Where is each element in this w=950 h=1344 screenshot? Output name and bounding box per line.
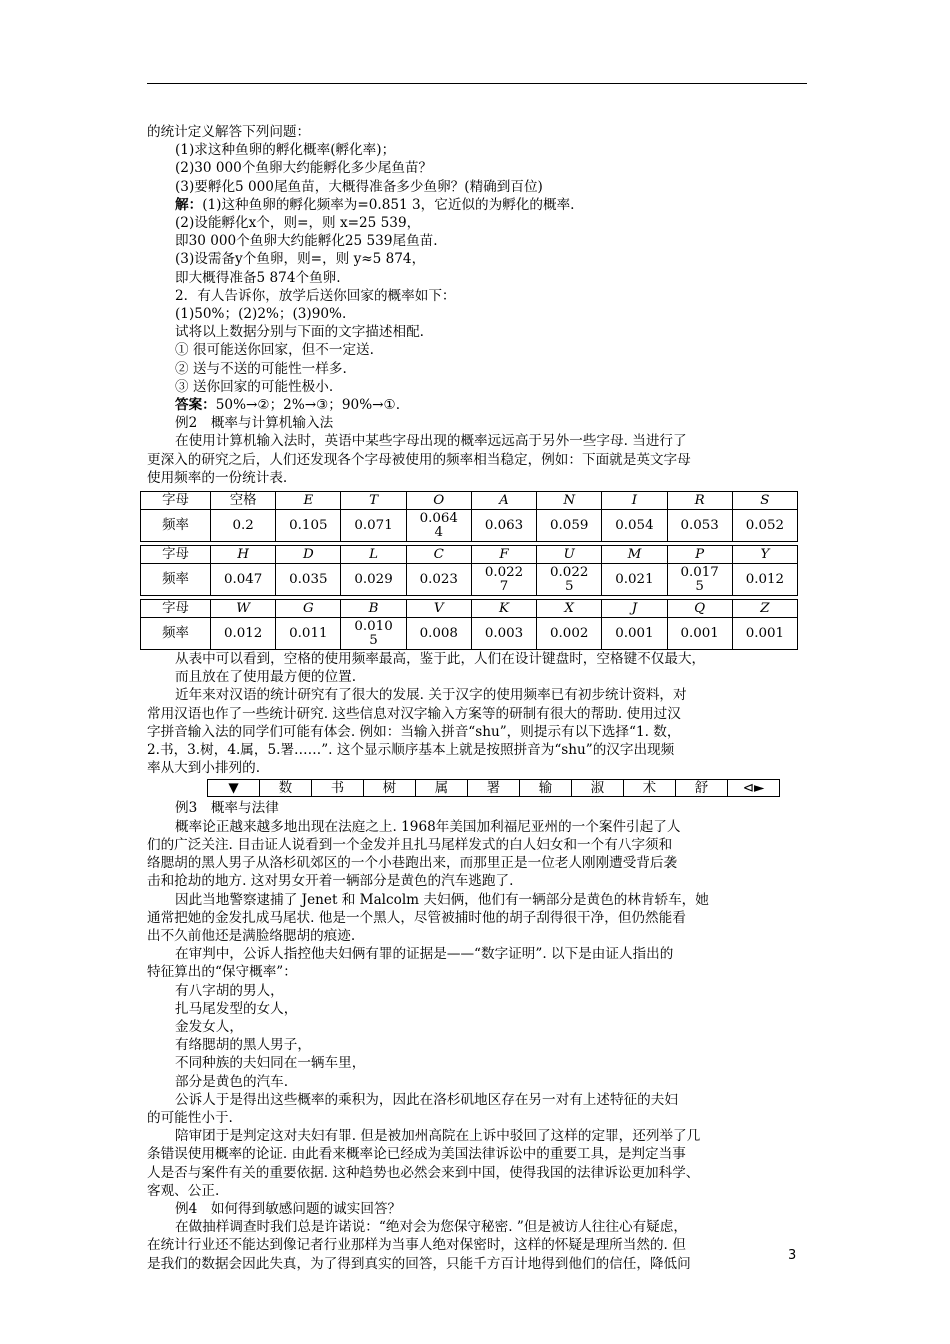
feature-item: 不同种族的夫妇同在一辆车里， [175, 1055, 366, 1072]
candidate-item[interactable]: 属 [416, 780, 468, 797]
text-line: 条错误使用概率的论证. 由此看来概率论已经成为美国法律诉讼中的重要工具，是判定当事 [147, 1146, 686, 1163]
feature-item: 扎马尾发型的女人， [175, 1000, 298, 1017]
text-line: 们的广泛关注. 目击证人说看到一个金发并且扎马尾样发式的白人妇女和一个有八字须和 [147, 836, 673, 853]
feature-item: 部分是黄色的汽车. [175, 1073, 289, 1090]
row-header: 频率 [141, 564, 211, 596]
text-line: (2)30 000个鱼卵大约能孵化多少尾鱼苗？ [175, 160, 433, 177]
letter-cell: D [276, 546, 341, 564]
text-line: 字拼音输入法的同学们可能有体会. 例如：当输入拼音“shu”，则提示有以下选择“1. 数， [147, 723, 681, 740]
solution-text: (1)这种鱼卵的孵化频率为=0.851 3，它近似的为孵化的概率. [202, 196, 575, 213]
letter-cell: I [602, 492, 667, 510]
candidate-item[interactable]: 树 [364, 780, 416, 797]
letter-row [141, 492, 798, 510]
candidate-item[interactable]: 术 [624, 780, 676, 797]
candidate-item[interactable]: 舒 [676, 780, 728, 797]
answer-line [147, 396, 807, 414]
feature-item: 金发女人， [175, 1018, 243, 1035]
letter-cell: N [537, 492, 602, 510]
text-line: ② 送与不送的可能性一样多. [175, 360, 347, 377]
letter-cell: S [732, 492, 797, 510]
frequency-cell: 0.023 [406, 564, 471, 596]
frequency-cell: 0.008 [406, 618, 471, 650]
frequency-cell: 0.010 5 [341, 618, 406, 650]
letter-cell: E [276, 492, 341, 510]
text-line: 出不久前他还是满脸络腮胡的痕迹. [147, 927, 356, 944]
letter-cell: P [667, 546, 732, 564]
candidate-item[interactable]: 书 [312, 780, 364, 797]
frequency-cell: 0.001 [602, 618, 667, 650]
frequency-cell: 0.012 [732, 564, 797, 596]
letter-cell: T [341, 492, 406, 510]
text-line: 使用频率的一份统计表. [147, 469, 288, 486]
letter-cell: A [471, 492, 536, 510]
letter-cell: O [406, 492, 471, 510]
candidate-item[interactable]: 署 [468, 780, 520, 797]
frequency-row [141, 564, 798, 596]
frequency-cell: 0.064 4 [406, 510, 471, 542]
text-line: 击和抢劫的地方. 这对男女开着一辆部分是黄色的汽车逃跑了. [147, 873, 514, 890]
letter-cell: Y [732, 546, 797, 564]
text-line: 特征算出的“保守概率”： [147, 964, 297, 981]
text-line: 率从大到小排列的. [147, 760, 261, 777]
text-line: (1)50%；(2)2%；(3)90%. [175, 306, 347, 323]
text-line: 2.书，3.树，4.属，5.署……”. 这个显示顺序基本上就是按照拼音为“shu”的汉字出现频 [147, 742, 675, 759]
answer-text: 50%→②；2%→③；90%→①. [215, 397, 401, 414]
frequency-cell: 0.017 5 [667, 564, 732, 596]
solution-label: 解： [175, 196, 203, 213]
letter-cell: Q [667, 600, 732, 618]
row-header: 字母 [141, 492, 211, 510]
letter-cell: Z [732, 600, 797, 618]
frequency-cell: 0.001 [732, 618, 797, 650]
text-line: 从表中可以看到，空格的使用频率最高，鉴于此，人们在设计键盘时，空格键不仅最大， [175, 651, 706, 668]
page-number: 3 [788, 1248, 797, 1263]
candidate-item[interactable]: 淑 [572, 780, 624, 797]
candidate-item[interactable]: 数 [260, 780, 312, 797]
text-line: 常用汉语也作了一些统计研究. 这些信息对汉字输入方案等的研制有很大的帮助. 使用过汉 [147, 705, 681, 722]
letter-cell: C [406, 546, 471, 564]
row-header: 字母 [141, 600, 211, 618]
letter-cell: F [471, 546, 536, 564]
text-line: (3)要孵化5 000尾鱼苗，大概得准备多少鱼卵？(精确到百位) [175, 178, 543, 195]
frequency-cell: 0.012 [211, 618, 276, 650]
text-line: (1)求这种鱼卵的孵化概率(孵化率)； [175, 142, 396, 159]
feature-item: 有八字胡的男人， [175, 982, 284, 999]
frequency-cell: 0.035 [276, 564, 341, 596]
text-line: 在使用计算机输入法时，英语中某些字母出现的概率远远高于另外一些字母. 当进行了 [175, 433, 687, 450]
letter-cell: M [602, 546, 667, 564]
frequency-cell: 0.2 [211, 510, 276, 542]
frequency-row [141, 510, 798, 542]
letter-cell: V [406, 600, 471, 618]
text-line: 即大概得准备5 874个鱼卵. [175, 269, 341, 286]
letter-cell: G [276, 600, 341, 618]
letter-frequency-table [140, 491, 798, 650]
text-line: 在审判中，公诉人指控他夫妇俩有罪的证据是——“数字证明”. 以下是由证人指出的 [175, 946, 674, 963]
frequency-cell: 0.053 [667, 510, 732, 542]
example-4-title: 例4 如何得到敏感问题的诚实回答？ [175, 1200, 402, 1217]
dropdown-arrow-icon[interactable]: ▼ [208, 780, 260, 797]
frequency-cell: 0.011 [276, 618, 341, 650]
row-header: 字母 [141, 546, 211, 564]
text-line: 是我们的数据会因此失真，为了得到真实的回答，只能千方百计地得到他们的信任，降低问 [147, 1255, 691, 1272]
frequency-cell: 0.105 [276, 510, 341, 542]
text-line: 即30 000个鱼卵大约能孵化25 539尾鱼苗. [175, 233, 438, 250]
letter-cell: B [341, 600, 406, 618]
example-2-title: 例2 概率与计算机输入法 [175, 415, 334, 432]
text-line: 客观、公正. [147, 1182, 220, 1199]
letter-row [141, 600, 798, 618]
header-rule [147, 83, 807, 84]
frequency-row [141, 618, 798, 650]
text-line: 因此当地警察逮捕了 Jenet 和 Malcolm 夫妇俩，他们有一辆部分是黄色的林肯轿车，她 [175, 891, 709, 908]
text-line: ① 很可能送你回家，但不一定送. [175, 342, 374, 359]
text-line: 近年来对汉语的统计研究有了很大的发展. 关于汉字的使用频率已有初步统计资料，对 [175, 687, 687, 704]
feature-item: 有络腮胡的黑人男子， [175, 1037, 311, 1054]
letter-cell: R [667, 492, 732, 510]
text-line: 陪审团于是判定这对夫妇有罪. 但是被加州高院在上诉中驳回了这样的定罪，还列举了几 [175, 1128, 701, 1145]
letter-cell: K [471, 600, 536, 618]
letter-cell: H [211, 546, 276, 564]
page-arrows-icon[interactable]: ⊲► [728, 780, 780, 797]
frequency-cell: 0.003 [471, 618, 536, 650]
text-line: 通常把她的金发扎成马尾状. 他是一个黑人，尽管被捕时他的胡子刮得很干净，但仍然能看 [147, 909, 686, 926]
frequency-cell: 0.052 [732, 510, 797, 542]
text-line: 的统计定义解答下列问题： [147, 124, 311, 140]
frequency-cell: 0.022 7 [471, 564, 536, 596]
text-line: 概率论正越来越多地出现在法庭之上. 1968年美国加利福尼亚州的一个案件引起了人 [175, 818, 681, 835]
letter-cell: U [537, 546, 602, 564]
answer-label: 答案： [175, 397, 216, 414]
solution-line [147, 196, 807, 214]
example-3-title: 例3 概率与法律 [175, 800, 279, 817]
text-line: 在做抽样调查时我们总是许诺说：“绝对会为您保守秘密. ”但是被访人往往心有疑虑， [175, 1219, 687, 1236]
frequency-cell: 0.047 [211, 564, 276, 596]
row-header: 频率 [141, 510, 211, 542]
frequency-cell: 0.001 [667, 618, 732, 650]
text-line: 在统计行业还不能达到像记者行业那样为当事人绝对保密时，这样的怀疑是理所当然的. 但 [147, 1237, 686, 1254]
text-line: 试将以上数据分别与下面的文字描述相配. [175, 324, 425, 341]
text-line: 的可能性小于. [147, 1109, 233, 1126]
document-page [147, 123, 807, 1273]
text-line: 2．有人告诉你，放学后送你回家的概率如下： [175, 287, 456, 304]
frequency-cell: 0.054 [602, 510, 667, 542]
pinyin-candidate-bar [207, 779, 780, 797]
text-line: 人是否与案件有关的重要依据. 这种趋势也必然会来到中国，使得我国的法律诉讼更加科学、 [147, 1164, 700, 1181]
text-line: 公诉人于是得出这些概率的乘积为，因此在洛杉矶地区存在另一对有上述特征的夫妇 [175, 1091, 678, 1108]
text-line: 络腮胡的黑人男子从洛杉矶郊区的一个小巷跑出来，而那里正是一位老人刚刚遭受背后袭 [147, 855, 678, 872]
text-line: ③ 送你回家的可能性极小. [175, 378, 334, 395]
row-header: 频率 [141, 618, 211, 650]
frequency-cell: 0.022 5 [537, 564, 602, 596]
candidate-item[interactable]: 输 [520, 780, 572, 797]
frequency-cell: 0.063 [471, 510, 536, 542]
letter-cell: L [341, 546, 406, 564]
text-line: (3)设需备y个鱼卵，则=，则 y≈5 874， [175, 251, 426, 268]
frequency-cell: 0.002 [537, 618, 602, 650]
text-line: (2)设能孵化x个，则=，则 x=25 539， [175, 215, 421, 232]
frequency-cell: 0.029 [341, 564, 406, 596]
text-line: 更深入的研究之后，人们还发现各个字母被使用的频率相当稳定，例如：下面就是英文字母 [147, 451, 691, 468]
frequency-cell: 0.059 [537, 510, 602, 542]
letter-cell: X [537, 600, 602, 618]
text-line: 而且放在了使用最方便的位置. [175, 669, 357, 686]
letter-cell: J [602, 600, 667, 618]
letter-cell: 空格 [211, 492, 276, 510]
letter-cell: W [211, 600, 276, 618]
letter-row [141, 546, 798, 564]
frequency-cell: 0.021 [602, 564, 667, 596]
frequency-cell: 0.071 [341, 510, 406, 542]
